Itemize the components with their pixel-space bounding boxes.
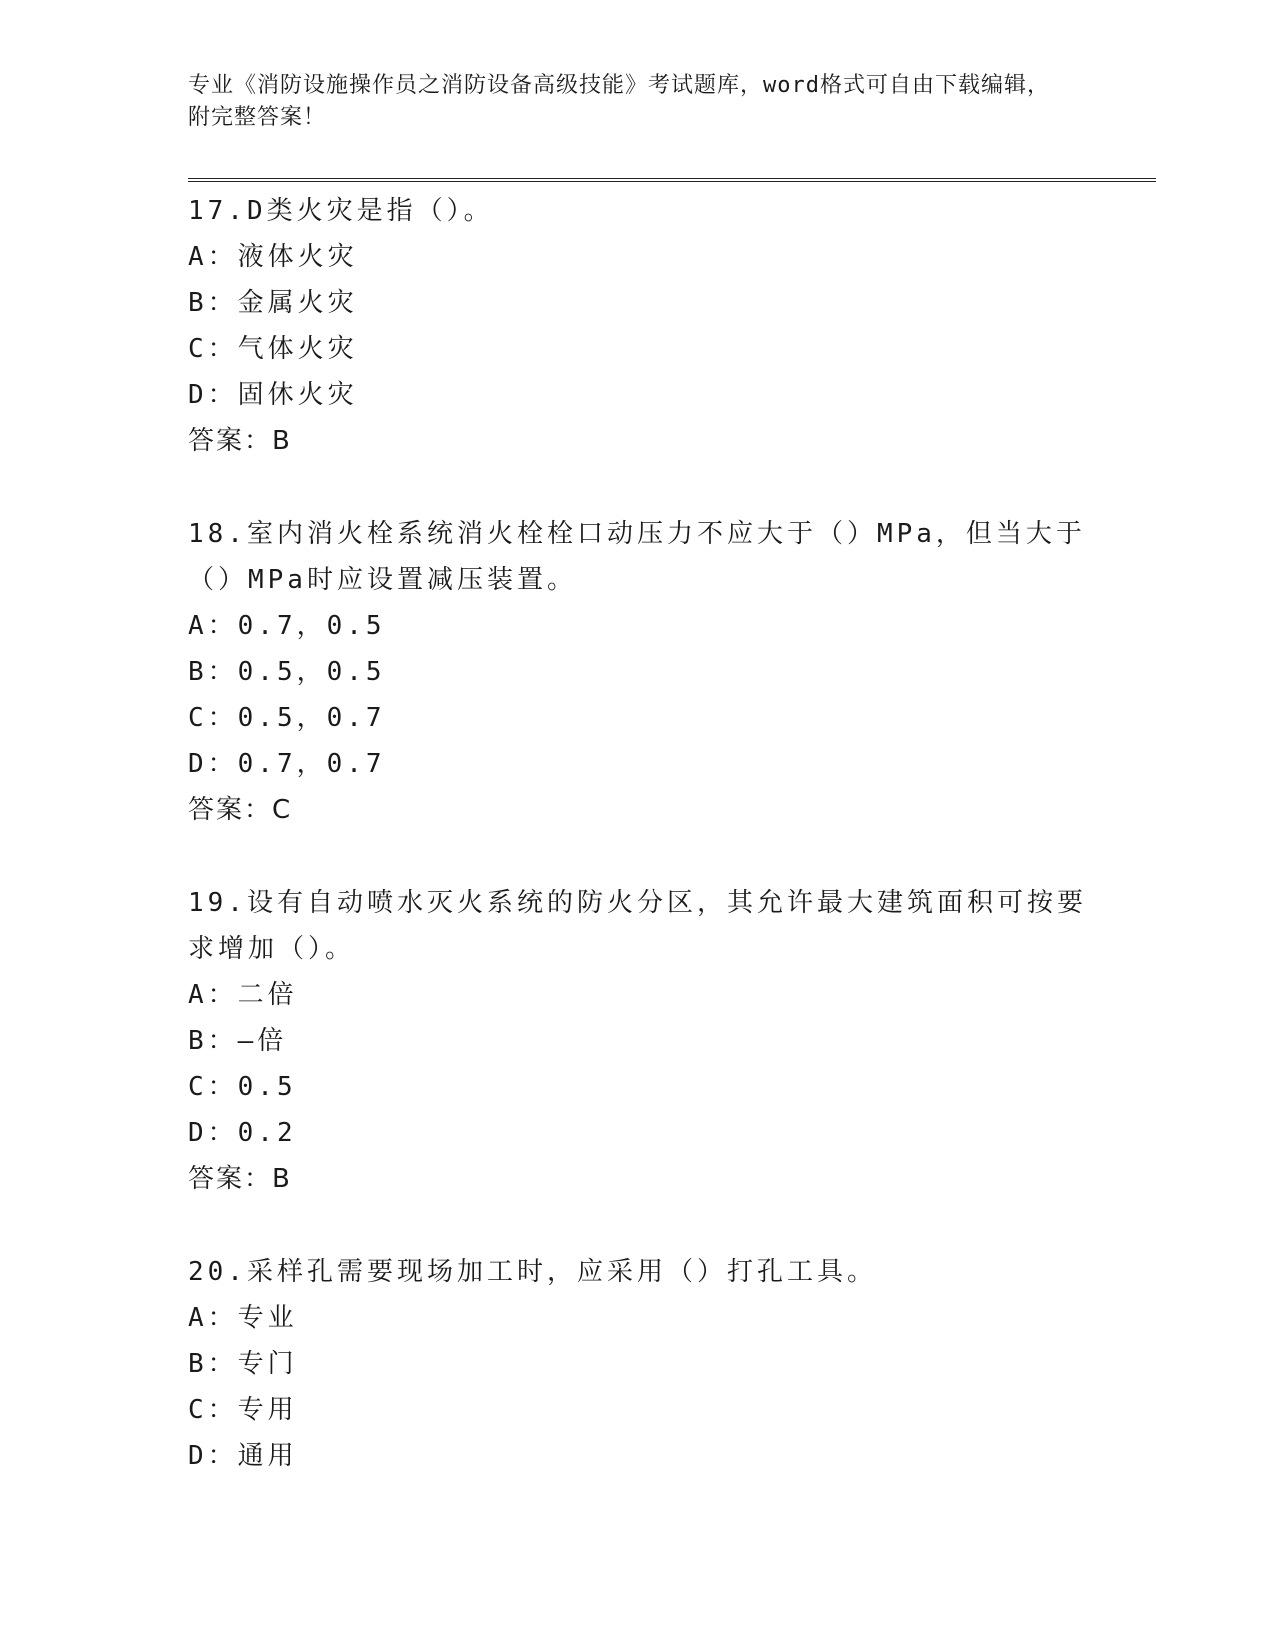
question-stem: 18.室内消火栓系统消火栓栓口动压力不应大于（）MPa，但当大于（）MPa时应设置减压装置。 [188, 519, 1086, 595]
option-a: A：0.7，0.5 [188, 611, 386, 641]
answer-text: 答案：B [188, 1164, 292, 1194]
option-b: B：—倍 [188, 1026, 288, 1056]
option-a: A：二倍 [188, 980, 298, 1010]
question-19 [188, 880, 1088, 1202]
question-list [188, 188, 1088, 1479]
option-d: D：0.2 [188, 1118, 297, 1148]
question-stem: 17.D类火灾是指（）。 [188, 196, 494, 226]
option-b: B：金属火灾 [188, 288, 358, 318]
answer-text: 答案：B [188, 426, 292, 456]
option-b: B：专门 [188, 1349, 298, 1379]
option-d: D：固休火灾 [188, 380, 358, 410]
option-d: D：通用 [188, 1441, 298, 1471]
option-c: C：专用 [188, 1395, 298, 1425]
document-header: 专业《消防设施操作员之消防设备高级技能》考试题库，word格式可自由下载编辑，附完整答案！ [188, 73, 1050, 130]
header-divider [188, 178, 1156, 182]
question-20 [188, 1249, 1088, 1479]
option-c: C：0.5，0.7 [188, 703, 386, 733]
option-c: C：0.5 [188, 1072, 297, 1102]
option-b: B：0.5，0.5 [188, 657, 386, 687]
question-stem: 20.采样孔需要现场加工时，应采用（）打孔工具。 [188, 1257, 877, 1287]
question-17 [188, 188, 1088, 464]
question-stem: 19.设有自动喷水灭火系统的防火分区，其允许最大建筑面积可按要求增加（）。 [188, 888, 1087, 964]
option-a: A：专业 [188, 1303, 298, 1333]
option-c: C：气体火灾 [188, 334, 358, 364]
answer-text: 答案：C [188, 795, 293, 825]
option-d: D：0.7，0.7 [188, 749, 386, 779]
question-18 [188, 511, 1088, 833]
option-a: A：液体火灾 [188, 242, 358, 272]
